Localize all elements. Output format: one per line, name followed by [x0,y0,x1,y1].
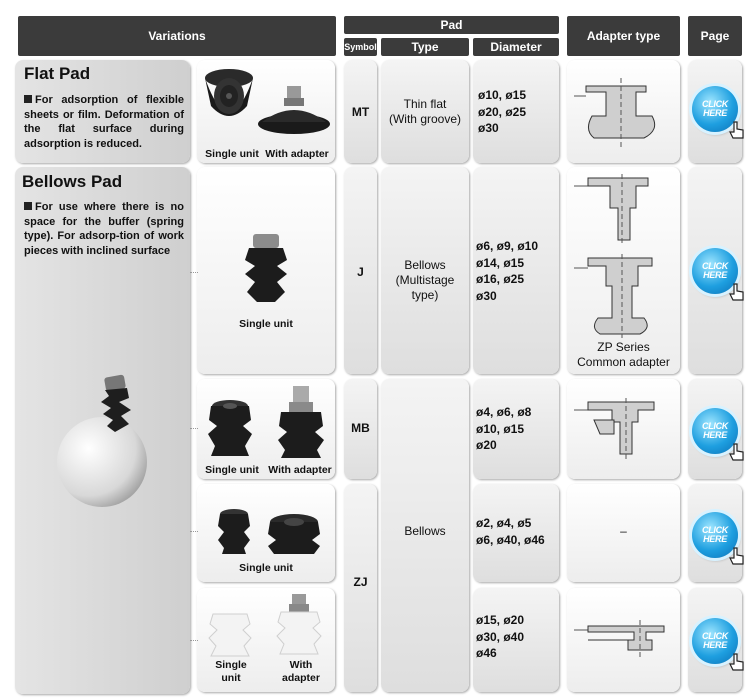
click-here-label: CLICK HERE [702,525,728,544]
type-thin-flat: Thin flat (With groove) [388,97,462,126]
header-type: Type [381,38,469,56]
pointer-hand-icon [728,282,746,302]
click-here-label: CLICK HERE [702,631,728,650]
adapter-j-drawing-top [574,174,674,246]
diameter-mt: ø10, ø15 ø20, ø25 ø30 [478,88,527,135]
bellows-multistage-single-unit-caption: Single unit [239,318,293,330]
row-guide-line [190,272,198,273]
flat-pad-single-unit-image [203,66,255,144]
pointer-hand-icon [728,442,746,462]
bellows-zj-wide-pad-image [266,512,322,556]
diameter-mb: ø4, ø6, ø8 ø10, ø15 ø20 [476,405,532,452]
row-guide-line [190,428,198,429]
click-here-button-j[interactable] [692,248,738,294]
bellows-mb-single-unit-image [205,398,255,462]
bellows-mb-with-adapter-image [275,384,327,462]
bellows-zj-clear-single-unit-caption: Single unit [215,659,247,684]
bellows-zj-clear-with-adapter-caption: With adapter [282,659,320,684]
click-here-button-mb[interactable] [692,408,738,454]
type-bellows: Bellows [404,524,446,538]
bellows-pad-on-sphere-image [55,370,150,510]
header-page: Page [688,16,742,56]
pointer-hand-icon [728,120,746,140]
diameter-zj1: ø2, ø4, ø5 ø6, ø40, ø46 [476,516,545,547]
row-guide-line [190,640,198,641]
flat-pad-with-adapter-caption: With adapter [265,148,329,160]
adapter-zj2-drawing [574,620,674,660]
bellows-mb-with-adapter-caption: With adapter [268,464,332,476]
header-adapter-type: Adapter type [567,16,680,56]
bullet-square-icon [24,202,32,210]
diameter-j: ø6, ø9, ø10 ø14, ø15 ø16, ø25 ø30 [476,239,539,303]
bellows-zj-single-unit-caption: Single unit [239,562,293,574]
bellows-multistage-single-unit-image [241,232,291,310]
bellows-pad-description: For use where there is no space for the buffer (spring type). For adsorp-tion of work pieces with inclined surface [24,201,184,257]
bellows-zj-small-pad-image [216,506,252,556]
row-guide-line [190,531,198,532]
header-variations: Variations [18,16,336,56]
click-here-label: CLICK HERE [702,421,728,440]
pointer-hand-icon [728,546,746,566]
adapter-mb-drawing [574,398,674,462]
click-here-button-zj2[interactable] [692,618,738,664]
bellows-pad-title: Bellows Pad [22,172,123,191]
bellows-zj-clear-single-unit-image [207,610,253,660]
header-pad: Pad [344,16,559,34]
click-here-button-zj1[interactable] [692,512,738,558]
adapter-j-drawing-bottom [574,254,674,338]
flat-pad-single-unit-caption: Single unit [205,148,259,160]
adapter-mt-drawing [574,78,674,148]
bellows-zj-clear-with-adapter-image [275,592,323,658]
click-here-button-mt[interactable] [692,86,738,132]
symbol-mt: MT [351,105,370,119]
click-here-label: CLICK HERE [702,99,728,118]
symbol-j: J [357,265,364,279]
bullet-square-icon [24,95,32,103]
flat-pad-title: Flat Pad [24,64,91,83]
adapter-j-caption: ZP Series Common adapter [577,340,670,369]
flat-pad-description: For adsorption of flexible sheets or film. Deformation of the flat surface during adsorption is reduced. [24,94,184,150]
type-bellows-multistage: Bellows (Multistage type) [395,258,455,302]
adapter-zj1-none: – [620,524,627,538]
header-diameter: Diameter [473,38,559,56]
symbol-mb: MB [351,421,370,435]
flat-pad-with-adapter-image [257,84,331,142]
pointer-hand-icon [728,652,746,672]
header-symbol: Symbol [344,38,377,56]
diameter-zj2: ø15, ø20 ø30, ø40 ø46 [476,613,525,660]
click-here-label: CLICK HERE [702,261,728,280]
bellows-mb-single-unit-caption: Single unit [205,464,259,476]
symbol-zj: ZJ [353,575,368,589]
